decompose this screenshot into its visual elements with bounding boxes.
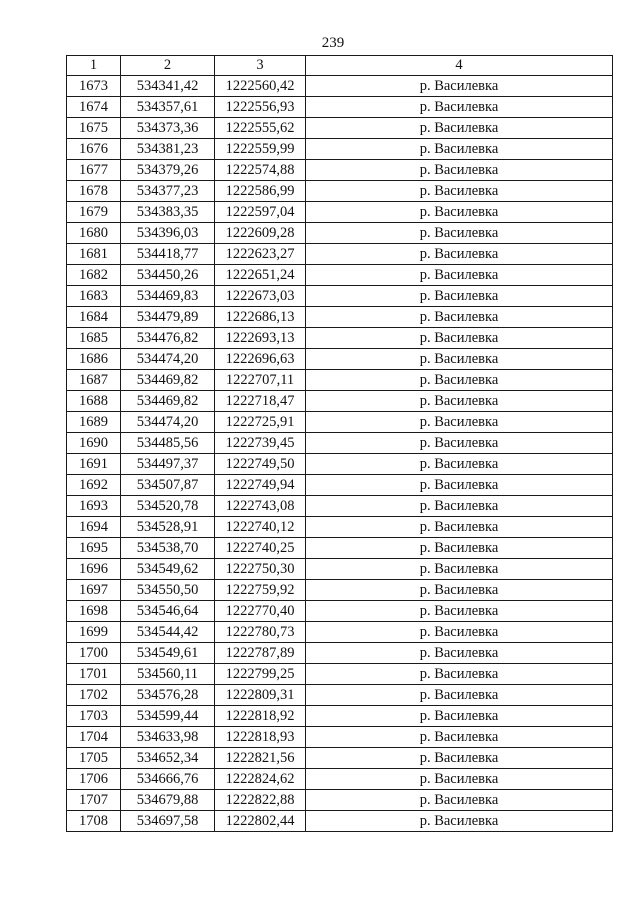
y-coordinate-cell: 1222696,63 [215, 349, 306, 370]
x-coordinate-cell: 534549,61 [121, 643, 215, 664]
y-coordinate-cell: 1222749,94 [215, 475, 306, 496]
y-coordinate-cell: 1222597,04 [215, 202, 306, 223]
location-cell: р. Василевка [306, 664, 613, 685]
point-number-cell: 1676 [67, 139, 121, 160]
point-number-cell: 1701 [67, 664, 121, 685]
location-cell: р. Василевка [306, 265, 613, 286]
location-cell: р. Василевка [306, 706, 613, 727]
x-coordinate-cell: 534528,91 [121, 517, 215, 538]
y-coordinate-cell: 1222560,42 [215, 76, 306, 97]
point-number-cell: 1695 [67, 538, 121, 559]
header-row [67, 56, 613, 76]
location-cell: р. Василевка [306, 286, 613, 307]
page-number: 239 [321, 35, 345, 51]
table-row [67, 349, 613, 370]
x-coordinate-cell: 534550,50 [121, 580, 215, 601]
location-cell: р. Василевка [306, 391, 613, 412]
point-number-cell: 1683 [67, 286, 121, 307]
y-coordinate-cell: 1222818,93 [215, 727, 306, 748]
x-coordinate-cell: 534377,23 [121, 181, 215, 202]
point-number-cell: 1674 [67, 97, 121, 118]
x-coordinate-cell: 534476,82 [121, 328, 215, 349]
location-cell: р. Василевка [306, 244, 613, 265]
table-row [67, 286, 613, 307]
point-number-cell: 1689 [67, 412, 121, 433]
table-row [67, 223, 613, 244]
x-coordinate-cell: 534418,77 [121, 244, 215, 265]
point-number-cell: 1696 [67, 559, 121, 580]
x-coordinate-cell: 534560,11 [121, 664, 215, 685]
location-cell: р. Василевка [306, 433, 613, 454]
location-cell: р. Василевка [306, 181, 613, 202]
location-cell: р. Василевка [306, 769, 613, 790]
point-number-cell: 1681 [67, 244, 121, 265]
table-row [67, 790, 613, 811]
point-number-cell: 1688 [67, 391, 121, 412]
point-number-cell: 1687 [67, 370, 121, 391]
column-header-1: 1 [67, 56, 121, 76]
x-coordinate-cell: 534546,64 [121, 601, 215, 622]
point-number-cell: 1682 [67, 265, 121, 286]
table-row [67, 307, 613, 328]
location-cell: р. Василевка [306, 139, 613, 160]
location-cell: р. Василевка [306, 685, 613, 706]
table-row [67, 601, 613, 622]
y-coordinate-cell: 1222824,62 [215, 769, 306, 790]
y-coordinate-cell: 1222555,62 [215, 118, 306, 139]
x-coordinate-cell: 534450,26 [121, 265, 215, 286]
y-coordinate-cell: 1222725,91 [215, 412, 306, 433]
y-coordinate-cell: 1222559,99 [215, 139, 306, 160]
location-cell: р. Василевка [306, 580, 613, 601]
table-row [67, 265, 613, 286]
table-row [67, 97, 613, 118]
y-coordinate-cell: 1222693,13 [215, 328, 306, 349]
location-cell: р. Василевка [306, 517, 613, 538]
x-coordinate-cell: 534697,58 [121, 811, 215, 832]
x-coordinate-cell: 534474,20 [121, 349, 215, 370]
y-coordinate-cell: 1222739,45 [215, 433, 306, 454]
x-coordinate-cell: 534520,78 [121, 496, 215, 517]
point-number-cell: 1675 [67, 118, 121, 139]
table-row [67, 769, 613, 790]
x-coordinate-cell: 534538,70 [121, 538, 215, 559]
y-coordinate-cell: 1222818,92 [215, 706, 306, 727]
location-cell: р. Василевка [306, 811, 613, 832]
y-coordinate-cell: 1222740,25 [215, 538, 306, 559]
x-coordinate-cell: 534544,42 [121, 622, 215, 643]
table-row [67, 454, 613, 475]
location-cell: р. Василевка [306, 727, 613, 748]
table-row [67, 433, 613, 454]
x-coordinate-cell: 534469,82 [121, 391, 215, 412]
x-coordinate-cell: 534383,35 [121, 202, 215, 223]
point-number-cell: 1678 [67, 181, 121, 202]
point-number-cell: 1693 [67, 496, 121, 517]
table-row [67, 244, 613, 265]
table-row [67, 181, 613, 202]
x-coordinate-cell: 534373,36 [121, 118, 215, 139]
table-row [67, 580, 613, 601]
location-cell: р. Василевка [306, 97, 613, 118]
y-coordinate-cell: 1222740,12 [215, 517, 306, 538]
location-cell: р. Василевка [306, 160, 613, 181]
location-cell: р. Василевка [306, 622, 613, 643]
y-coordinate-cell: 1222707,11 [215, 370, 306, 391]
table-row [67, 496, 613, 517]
table-row [67, 811, 613, 832]
table-row [67, 706, 613, 727]
point-number-cell: 1707 [67, 790, 121, 811]
location-cell: р. Василевка [306, 475, 613, 496]
coordinates-table-container [66, 55, 613, 832]
column-header-4: 4 [306, 56, 613, 76]
point-number-cell: 1680 [67, 223, 121, 244]
point-number-cell: 1679 [67, 202, 121, 223]
y-coordinate-cell: 1222718,47 [215, 391, 306, 412]
location-cell: р. Василевка [306, 559, 613, 580]
x-coordinate-cell: 534479,89 [121, 307, 215, 328]
table-row [67, 76, 613, 97]
table-row [67, 622, 613, 643]
point-number-cell: 1677 [67, 160, 121, 181]
location-cell: р. Василевка [306, 748, 613, 769]
point-number-cell: 1698 [67, 601, 121, 622]
y-coordinate-cell: 1222686,13 [215, 307, 306, 328]
point-number-cell: 1697 [67, 580, 121, 601]
table-body [67, 76, 613, 832]
table-row [67, 748, 613, 769]
point-number-cell: 1690 [67, 433, 121, 454]
x-coordinate-cell: 534507,87 [121, 475, 215, 496]
location-cell: р. Василевка [306, 307, 613, 328]
y-coordinate-cell: 1222586,99 [215, 181, 306, 202]
x-coordinate-cell: 534379,26 [121, 160, 215, 181]
table-row [67, 538, 613, 559]
table-row [67, 118, 613, 139]
table-row [67, 643, 613, 664]
y-coordinate-cell: 1222809,31 [215, 685, 306, 706]
point-number-cell: 1691 [67, 454, 121, 475]
point-number-cell: 1700 [67, 643, 121, 664]
point-number-cell: 1686 [67, 349, 121, 370]
location-cell: р. Василевка [306, 496, 613, 517]
table-header [67, 56, 613, 76]
y-coordinate-cell: 1222749,50 [215, 454, 306, 475]
point-number-cell: 1706 [67, 769, 121, 790]
column-header-3: 3 [215, 56, 306, 76]
y-coordinate-cell: 1222780,73 [215, 622, 306, 643]
x-coordinate-cell: 534652,34 [121, 748, 215, 769]
table-row [67, 412, 613, 433]
point-number-cell: 1692 [67, 475, 121, 496]
location-cell: р. Василевка [306, 223, 613, 244]
y-coordinate-cell: 1222609,28 [215, 223, 306, 244]
x-coordinate-cell: 534576,28 [121, 685, 215, 706]
x-coordinate-cell: 534357,61 [121, 97, 215, 118]
location-cell: р. Василевка [306, 454, 613, 475]
point-number-cell: 1708 [67, 811, 121, 832]
x-coordinate-cell: 534666,76 [121, 769, 215, 790]
point-number-cell: 1699 [67, 622, 121, 643]
location-cell: р. Василевка [306, 370, 613, 391]
y-coordinate-cell: 1222821,56 [215, 748, 306, 769]
y-coordinate-cell: 1222623,27 [215, 244, 306, 265]
y-coordinate-cell: 1222770,40 [215, 601, 306, 622]
y-coordinate-cell: 1222799,25 [215, 664, 306, 685]
x-coordinate-cell: 534469,82 [121, 370, 215, 391]
table-row [67, 727, 613, 748]
y-coordinate-cell: 1222750,30 [215, 559, 306, 580]
x-coordinate-cell: 534633,98 [121, 727, 215, 748]
y-coordinate-cell: 1222822,88 [215, 790, 306, 811]
table-row [67, 160, 613, 181]
table-row [67, 664, 613, 685]
point-number-cell: 1704 [67, 727, 121, 748]
x-coordinate-cell: 534474,20 [121, 412, 215, 433]
location-cell: р. Василевка [306, 538, 613, 559]
location-cell: р. Василевка [306, 118, 613, 139]
location-cell: р. Василевка [306, 412, 613, 433]
y-coordinate-cell: 1222802,44 [215, 811, 306, 832]
table-row [67, 391, 613, 412]
x-coordinate-cell: 534396,03 [121, 223, 215, 244]
y-coordinate-cell: 1222574,88 [215, 160, 306, 181]
column-header-2: 2 [121, 56, 215, 76]
table-row [67, 328, 613, 349]
x-coordinate-cell: 534599,44 [121, 706, 215, 727]
location-cell: р. Василевка [306, 790, 613, 811]
point-number-cell: 1685 [67, 328, 121, 349]
y-coordinate-cell: 1222787,89 [215, 643, 306, 664]
point-number-cell: 1703 [67, 706, 121, 727]
table-row [67, 139, 613, 160]
y-coordinate-cell: 1222673,03 [215, 286, 306, 307]
y-coordinate-cell: 1222556,93 [215, 97, 306, 118]
table-row [67, 559, 613, 580]
table-row [67, 475, 613, 496]
table-row [67, 370, 613, 391]
x-coordinate-cell: 534341,42 [121, 76, 215, 97]
y-coordinate-cell: 1222743,08 [215, 496, 306, 517]
location-cell: р. Василевка [306, 202, 613, 223]
location-cell: р. Василевка [306, 601, 613, 622]
y-coordinate-cell: 1222759,92 [215, 580, 306, 601]
location-cell: р. Василевка [306, 349, 613, 370]
coordinates-table [66, 55, 613, 832]
point-number-cell: 1694 [67, 517, 121, 538]
x-coordinate-cell: 534549,62 [121, 559, 215, 580]
location-cell: р. Василевка [306, 328, 613, 349]
point-number-cell: 1673 [67, 76, 121, 97]
y-coordinate-cell: 1222651,24 [215, 265, 306, 286]
point-number-cell: 1702 [67, 685, 121, 706]
table-row [67, 202, 613, 223]
point-number-cell: 1705 [67, 748, 121, 769]
point-number-cell: 1684 [67, 307, 121, 328]
x-coordinate-cell: 534381,23 [121, 139, 215, 160]
x-coordinate-cell: 534485,56 [121, 433, 215, 454]
location-cell: р. Василевка [306, 643, 613, 664]
table-row [67, 685, 613, 706]
x-coordinate-cell: 534469,83 [121, 286, 215, 307]
x-coordinate-cell: 534497,37 [121, 454, 215, 475]
x-coordinate-cell: 534679,88 [121, 790, 215, 811]
location-cell: р. Василевка [306, 76, 613, 97]
table-row [67, 517, 613, 538]
